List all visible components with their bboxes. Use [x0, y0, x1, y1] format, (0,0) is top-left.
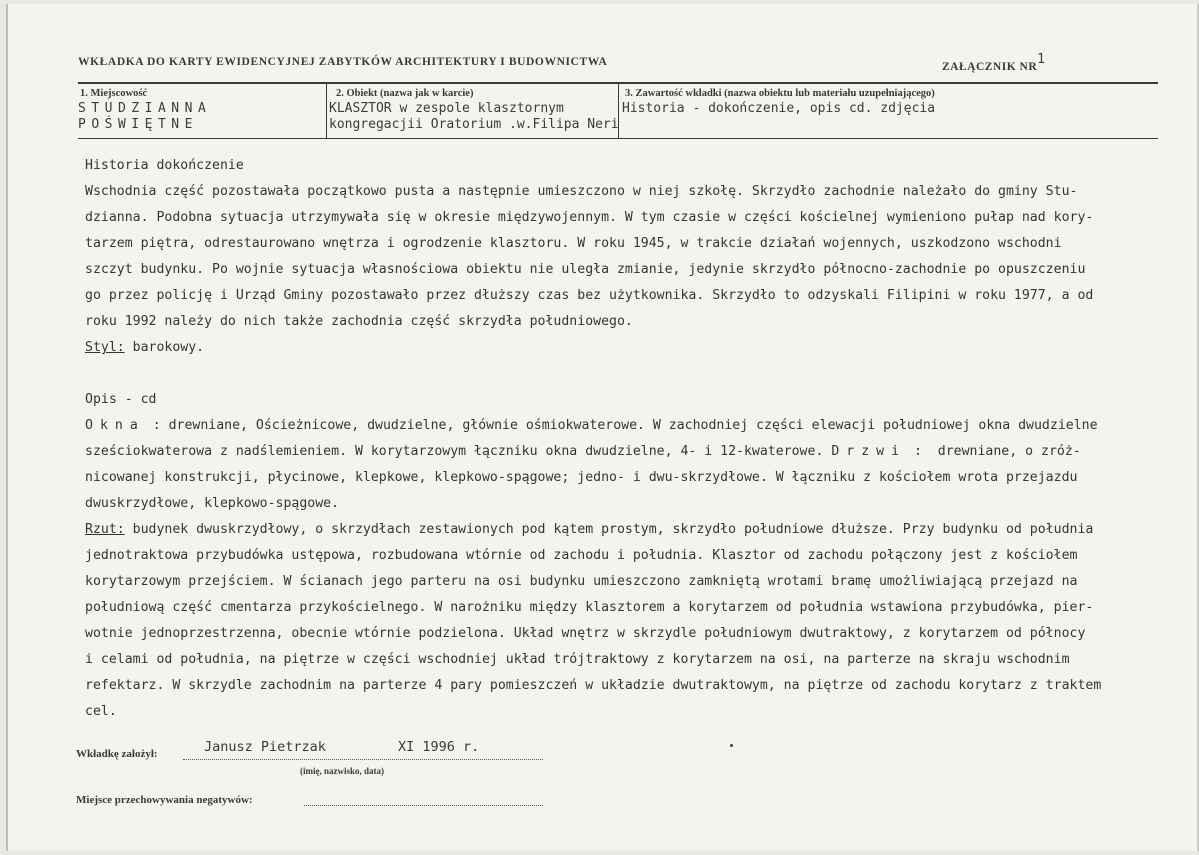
windows-label: Okna: [85, 418, 145, 433]
plan-text: budynek dwuskrzydłowy, o skrzydłach zestawionych pod kątem prostym, skrzydło południowe dłuższe. Przy budynku od południa: [124, 522, 1094, 537]
founded-by-dotted-line: [183, 758, 543, 760]
body-line: roku 1992 należy do nich także zachodnia część skrzydła południowego.: [85, 314, 633, 329]
form-title: WKŁADKA DO KARTY EWIDENCYJNEJ ZABYTKÓW ARCHITEKTURY I BUDOWNICTWA: [78, 56, 608, 68]
history-heading: Historia dokończenie: [85, 158, 244, 173]
body-line: Wschodnia część pozostawała początkowo pusta a następnie umieszczono w niej szkołę. Skrzydło zachodnie należało do gminy Stu-: [85, 184, 1078, 199]
body-line: cel.: [85, 704, 117, 719]
body-line: refektarz. W skrzydle zachodnim na parterze 4 pary pomieszczeń w układzie dwutraktowym, na piętrze od zachodu korytarz z traktem: [85, 678, 1102, 693]
blank-line: [85, 361, 1165, 387]
negatives-location-dotted-line: [304, 804, 543, 806]
windows-line: [85, 413, 1165, 439]
body-line: szczyt budynku. Po wojnie sytuacja własnościowa obiektu nie uległa zmianie, jedynie skrzydło północno-zachodnie po opuszczeniu: [85, 262, 1086, 277]
record-card-sheet: [6, 4, 1199, 851]
body-line: jednotraktowa przybudówka ustępowa, rozbudowana wtórnie od zachodu i południa. Klasztor od zachodu połączony jest z kościołem: [85, 548, 1078, 563]
body-line: korytarzowym przejściem. W ścianach jego parteru na osi budynku umieszczono zamkniętą wrotami bramę umożliwiającą przejazd na: [85, 574, 1078, 589]
style-value: barokowy.: [124, 340, 205, 355]
body-line: [85, 439, 1165, 465]
contents-line-1: Historia - dokończenie, opis cd. zdjęcia: [622, 101, 936, 116]
body-line: dwuskrzydłowe, klepkowo-spągowe.: [85, 496, 340, 511]
founded-by-label: Wkładkę założył:: [76, 748, 158, 760]
annex-label: [942, 52, 1046, 74]
founded-by-caption: (imię, nazwisko, data): [300, 766, 384, 776]
body-line: tarzem piętra, odrestaurowano wnętrza i ogrodzenie klasztoru. W roku 1945, w trakcie działań wojennych, uszkodzono wschodni: [85, 236, 1062, 251]
style-line: [85, 335, 1165, 361]
contents-label: 3. Zawartość wkładki (nazwa obiektu lub materiału uzupełniającego): [625, 88, 935, 99]
annex-number: 1: [1037, 52, 1046, 67]
body-line: go przez policję i Urząd Gminy pozostawało przez dłuższy czas bez użytkownika. Skrzydło to odzyskali Filipini w roku 1977, a od: [85, 288, 1094, 303]
header-rule-bottom: [78, 138, 1158, 139]
body-line: nicowanej konstrukcji, płycinowe, klepkowe, klepkowo-spągowe; jedno- i dwu-skrzydłowe. W łączniku z kościołem wrota przejazdu: [85, 470, 1078, 485]
body-line: wotnie jednoprzestrzenna, obecnie wtórnie podzielona. Układ wnętrz w skrzydle południowym dwutraktowy, z korytarzem od północy: [85, 626, 1086, 641]
plan-line: [85, 517, 1165, 543]
annex-label-text: ZAŁĄCZNIK NR: [942, 61, 1038, 73]
column-divider-1: [326, 84, 327, 138]
negatives-location-label: Miejsce przechowywania negatywów:: [76, 794, 253, 806]
typed-body: [85, 153, 1165, 725]
style-label: Styl:: [85, 340, 125, 355]
doors-label: Drzwi: [831, 444, 907, 459]
ink-speck: [730, 744, 733, 747]
object-line-1: KLASZTOR w zespole klasztornym: [329, 101, 564, 116]
object-line-2: kongregacjii Oratorium .w.Filipa Neri: [329, 117, 619, 132]
body-line: i celami od południa, na piętrze w części wschodniej układ trójtraktowy z korytarzem na osi, na parterze na skraju wschodnim: [85, 652, 1070, 667]
windows-text: : drewniane, Ościeżnicowe, dwudzielne, głównie ośmiokwaterowe. W zachodniej części elewacji południowej okna dwudzielne: [144, 418, 1098, 433]
object-label: 2. Obiekt (nazwa jak w karcie): [336, 88, 474, 99]
body-line: południową część cmentarza przykościelnego. W narożniku między klasztorem a korytarzem od południa wstawiona przybudówka, pier-: [85, 600, 1094, 615]
body-text-span: sześciokwaterowa z nadślemieniem. W korytarzowym łączniku okna dwudzielne, 4- i 12-kwaterowe.: [85, 444, 832, 459]
locality-line-2: POŚWIĘTNE: [78, 117, 198, 132]
founded-date: XI 1996 r.: [398, 739, 480, 755]
description-heading: Opis - cd: [85, 392, 157, 407]
founded-by-name: Janusz Pietrzak: [204, 739, 326, 755]
locality-line-1: STUDZIANNA: [78, 101, 212, 116]
plan-label: Rzut:: [85, 522, 125, 537]
body-line: dzianna. Podobna sytuacja utrzymywała się w okresie międzywojennym. W tym czasie w części kościelnej wymieniono pułap nad kory-: [85, 210, 1094, 225]
body-text-span: : drewniane, o zróż-: [906, 444, 1081, 459]
locality-label: 1. Miejscowość: [80, 88, 148, 99]
